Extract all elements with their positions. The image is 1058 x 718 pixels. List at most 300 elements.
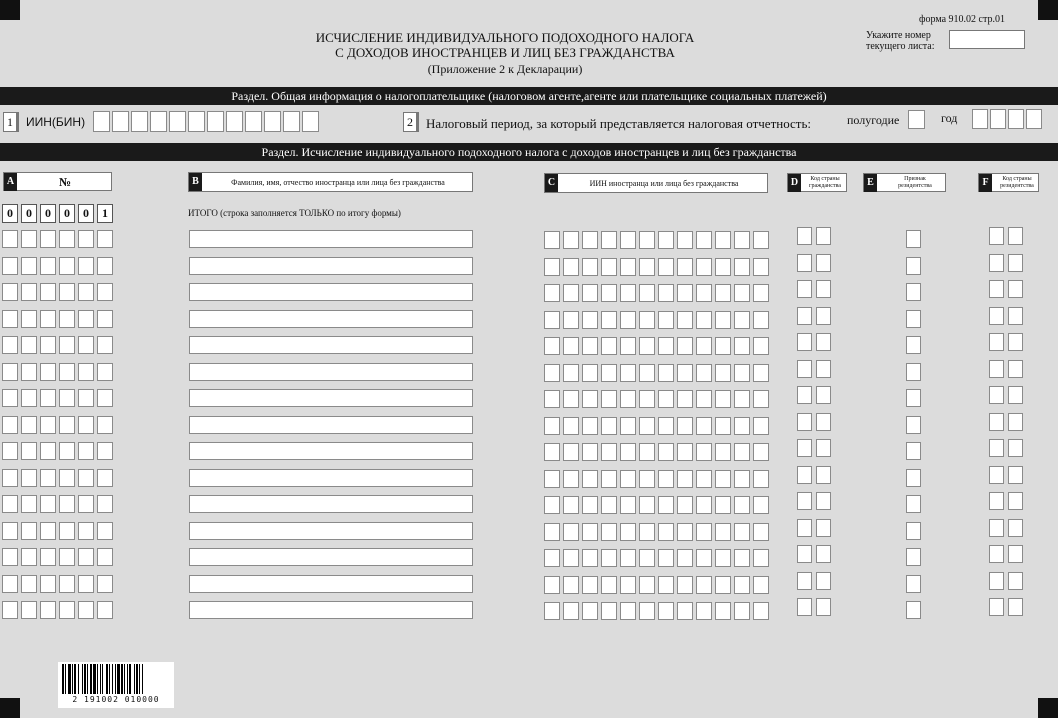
row-number-cell[interactable]: [97, 310, 113, 328]
row-iin-cell[interactable]: [734, 549, 750, 567]
row-citizenship-code-cell[interactable]: [816, 307, 831, 325]
row-iin-cell[interactable]: [734, 523, 750, 541]
row-citizenship-code-cell[interactable]: [816, 545, 831, 563]
row-residency-flag-cell[interactable]: [906, 469, 921, 487]
row-number-cell[interactable]: [21, 495, 37, 513]
row-iin-cell[interactable]: [715, 390, 731, 408]
row-residency-code-cell[interactable]: [989, 413, 1004, 431]
row-iin-cell[interactable]: [677, 549, 693, 567]
row-iin-cell[interactable]: [696, 390, 712, 408]
row-iin-cell[interactable]: [677, 390, 693, 408]
iin-digit-cell[interactable]: [131, 111, 148, 132]
row-iin-cell[interactable]: [563, 284, 579, 302]
row-iin-cell[interactable]: [582, 576, 598, 594]
row-iin-cell[interactable]: [715, 576, 731, 594]
iin-digit-cell[interactable]: [302, 111, 319, 132]
row-name-field[interactable]: [189, 522, 473, 540]
row-citizenship-code-cell[interactable]: [797, 280, 812, 298]
row-iin-cell[interactable]: [753, 337, 769, 355]
row-iin-cell[interactable]: [696, 284, 712, 302]
row-iin-cell[interactable]: [601, 417, 617, 435]
row-residency-flag-cell[interactable]: [906, 442, 921, 460]
row-number-cell[interactable]: [2, 442, 18, 460]
row-iin-cell[interactable]: [544, 337, 560, 355]
row-residency-code-cell[interactable]: [989, 254, 1004, 272]
row-iin-cell[interactable]: [563, 258, 579, 276]
row-name-field[interactable]: [189, 257, 473, 275]
row-name-field[interactable]: [189, 575, 473, 593]
row-number-cell[interactable]: [40, 575, 56, 593]
row-iin-cell[interactable]: [753, 284, 769, 302]
row-iin-cell[interactable]: [601, 602, 617, 620]
row-iin-cell[interactable]: [677, 231, 693, 249]
row-iin-cell[interactable]: [658, 549, 674, 567]
row-number-cell[interactable]: [2, 257, 18, 275]
row-residency-code-cell[interactable]: [1008, 492, 1023, 510]
row-residency-code-cell[interactable]: [989, 360, 1004, 378]
row-number-cell[interactable]: [2, 389, 18, 407]
row-number-cell[interactable]: [97, 363, 113, 381]
row-number-cell[interactable]: [21, 336, 37, 354]
row-residency-code-cell[interactable]: [989, 572, 1004, 590]
row-iin-cell[interactable]: [563, 602, 579, 620]
row-number-cell[interactable]: [59, 522, 75, 540]
row-number-cell[interactable]: [59, 601, 75, 619]
row-number-cell[interactable]: [40, 257, 56, 275]
row-residency-code-cell[interactable]: [989, 227, 1004, 245]
row-number-cell[interactable]: [97, 495, 113, 513]
row-iin-cell[interactable]: [753, 523, 769, 541]
row-residency-code-cell[interactable]: [1008, 307, 1023, 325]
row-residency-flag-cell[interactable]: [906, 601, 921, 619]
row-citizenship-code-cell[interactable]: [816, 280, 831, 298]
row-iin-cell[interactable]: [639, 337, 655, 355]
row-name-field[interactable]: [189, 310, 473, 328]
row-iin-cell[interactable]: [601, 576, 617, 594]
iin-digit-cell[interactable]: [150, 111, 167, 132]
row-iin-cell[interactable]: [582, 417, 598, 435]
row-iin-cell[interactable]: [582, 364, 598, 382]
year-digit-cell[interactable]: [1026, 109, 1042, 129]
row-residency-code-cell[interactable]: [989, 492, 1004, 510]
row-citizenship-code-cell[interactable]: [797, 545, 812, 563]
row-iin-cell[interactable]: [639, 523, 655, 541]
row-number-cell[interactable]: [78, 310, 94, 328]
row-iin-cell[interactable]: [601, 549, 617, 567]
row-iin-cell[interactable]: [620, 549, 636, 567]
row-number-cell[interactable]: [59, 363, 75, 381]
row-iin-cell[interactable]: [582, 337, 598, 355]
row-iin-cell[interactable]: [582, 390, 598, 408]
row-iin-cell[interactable]: [658, 390, 674, 408]
row-iin-cell[interactable]: [582, 231, 598, 249]
row-iin-cell[interactable]: [734, 390, 750, 408]
row-iin-cell[interactable]: [715, 364, 731, 382]
row-number-cell[interactable]: [21, 575, 37, 593]
row-iin-cell[interactable]: [620, 364, 636, 382]
row-iin-cell[interactable]: [544, 523, 560, 541]
row-residency-code-cell[interactable]: [1008, 333, 1023, 351]
row-iin-cell[interactable]: [658, 284, 674, 302]
row-number-cell[interactable]: [40, 442, 56, 460]
year-digit-cell[interactable]: [990, 109, 1006, 129]
row-iin-cell[interactable]: [620, 337, 636, 355]
row-iin-cell[interactable]: [563, 231, 579, 249]
row-name-field[interactable]: [189, 389, 473, 407]
row-citizenship-code-cell[interactable]: [797, 572, 812, 590]
row-number-cell[interactable]: [78, 230, 94, 248]
row-number-cell[interactable]: [78, 575, 94, 593]
row-iin-cell[interactable]: [658, 443, 674, 461]
row-iin-cell[interactable]: [696, 470, 712, 488]
row-residency-code-cell[interactable]: [1008, 439, 1023, 457]
row-number-cell[interactable]: [59, 257, 75, 275]
row-iin-cell[interactable]: [639, 576, 655, 594]
row-name-field[interactable]: [189, 469, 473, 487]
row-number-cell[interactable]: [97, 442, 113, 460]
row-number-cell[interactable]: [97, 575, 113, 593]
row-iin-cell[interactable]: [696, 523, 712, 541]
row-iin-cell[interactable]: [677, 417, 693, 435]
row-iin-cell[interactable]: [563, 390, 579, 408]
row-number-cell[interactable]: [40, 495, 56, 513]
half-year-input[interactable]: [908, 110, 925, 129]
row-iin-cell[interactable]: [620, 390, 636, 408]
row-iin-cell[interactable]: [715, 417, 731, 435]
row-residency-code-cell[interactable]: [989, 466, 1004, 484]
row-number-cell[interactable]: [97, 336, 113, 354]
row-number-cell[interactable]: [40, 416, 56, 434]
row-iin-cell[interactable]: [601, 364, 617, 382]
row-residency-code-cell[interactable]: [989, 519, 1004, 537]
row-citizenship-code-cell[interactable]: [816, 598, 831, 616]
row-number-cell[interactable]: [78, 416, 94, 434]
row-iin-cell[interactable]: [544, 443, 560, 461]
row-residency-flag-cell[interactable]: [906, 230, 921, 248]
row-iin-cell[interactable]: [677, 576, 693, 594]
row-number-cell[interactable]: [2, 469, 18, 487]
row-iin-cell[interactable]: [620, 258, 636, 276]
row-iin-cell[interactable]: [696, 496, 712, 514]
row-iin-cell[interactable]: [620, 443, 636, 461]
row-number-cell[interactable]: [40, 310, 56, 328]
iin-digit-cell[interactable]: [283, 111, 300, 132]
row-number-cell[interactable]: [40, 336, 56, 354]
row-residency-code-cell[interactable]: [1008, 254, 1023, 272]
row-iin-cell[interactable]: [582, 311, 598, 329]
row-number-cell[interactable]: [21, 548, 37, 566]
row-citizenship-code-cell[interactable]: [797, 254, 812, 272]
row-iin-cell[interactable]: [544, 311, 560, 329]
row-iin-cell[interactable]: [544, 470, 560, 488]
row-residency-code-cell[interactable]: [1008, 227, 1023, 245]
row-number-cell[interactable]: [97, 389, 113, 407]
row-iin-cell[interactable]: [734, 470, 750, 488]
row-number-cell[interactable]: [2, 336, 18, 354]
row-iin-cell[interactable]: [658, 364, 674, 382]
row-citizenship-code-cell[interactable]: [797, 466, 812, 484]
row-number-cell[interactable]: [2, 548, 18, 566]
row-residency-code-cell[interactable]: [1008, 466, 1023, 484]
row-iin-cell[interactable]: [658, 470, 674, 488]
row-iin-cell[interactable]: [753, 258, 769, 276]
row-iin-cell[interactable]: [715, 523, 731, 541]
row-iin-cell[interactable]: [658, 311, 674, 329]
row-number-cell[interactable]: [78, 548, 94, 566]
row-residency-flag-cell[interactable]: [906, 548, 921, 566]
row-residency-flag-cell[interactable]: [906, 416, 921, 434]
row-citizenship-code-cell[interactable]: [816, 413, 831, 431]
row-number-cell[interactable]: [78, 257, 94, 275]
row-number-cell[interactable]: [21, 310, 37, 328]
row-iin-cell[interactable]: [601, 390, 617, 408]
row-iin-cell[interactable]: [563, 337, 579, 355]
row-number-cell[interactable]: [2, 283, 18, 301]
row-iin-cell[interactable]: [639, 602, 655, 620]
row-iin-cell[interactable]: [734, 258, 750, 276]
row-iin-cell[interactable]: [563, 311, 579, 329]
row-iin-cell[interactable]: [715, 337, 731, 355]
row-iin-cell[interactable]: [620, 602, 636, 620]
year-digit-cell[interactable]: [1008, 109, 1024, 129]
row-iin-cell[interactable]: [544, 258, 560, 276]
row-residency-flag-cell[interactable]: [906, 363, 921, 381]
row-number-cell[interactable]: [97, 469, 113, 487]
row-iin-cell[interactable]: [696, 231, 712, 249]
row-number-cell[interactable]: [97, 548, 113, 566]
row-iin-cell[interactable]: [677, 496, 693, 514]
row-iin-cell[interactable]: [639, 258, 655, 276]
row-number-cell[interactable]: [59, 230, 75, 248]
row-iin-cell[interactable]: [582, 523, 598, 541]
row-residency-flag-cell[interactable]: [906, 522, 921, 540]
row-citizenship-code-cell[interactable]: [797, 333, 812, 351]
iin-digit-cell[interactable]: [93, 111, 110, 132]
row-iin-cell[interactable]: [544, 496, 560, 514]
row-number-cell[interactable]: [59, 575, 75, 593]
row-iin-cell[interactable]: [544, 602, 560, 620]
row-iin-cell[interactable]: [715, 443, 731, 461]
row-number-cell[interactable]: [97, 230, 113, 248]
row-iin-cell[interactable]: [696, 602, 712, 620]
row-iin-cell[interactable]: [734, 284, 750, 302]
row-iin-cell[interactable]: [563, 576, 579, 594]
row-iin-cell[interactable]: [639, 496, 655, 514]
sheet-number-input[interactable]: [949, 30, 1025, 49]
row-iin-cell[interactable]: [753, 576, 769, 594]
row-residency-code-cell[interactable]: [989, 545, 1004, 563]
row-iin-cell[interactable]: [734, 443, 750, 461]
row-number-cell[interactable]: [21, 416, 37, 434]
row-name-field[interactable]: [189, 283, 473, 301]
row-iin-cell[interactable]: [620, 231, 636, 249]
row-iin-cell[interactable]: [658, 417, 674, 435]
row-citizenship-code-cell[interactable]: [816, 254, 831, 272]
row-iin-cell[interactable]: [696, 417, 712, 435]
row-citizenship-code-cell[interactable]: [797, 598, 812, 616]
row-number-cell[interactable]: [78, 469, 94, 487]
row-iin-cell[interactable]: [582, 549, 598, 567]
row-residency-code-cell[interactable]: [1008, 545, 1023, 563]
row-iin-cell[interactable]: [734, 311, 750, 329]
row-number-cell[interactable]: [21, 283, 37, 301]
iin-digit-cell[interactable]: [226, 111, 243, 132]
row-iin-cell[interactable]: [601, 284, 617, 302]
row-residency-flag-cell[interactable]: [906, 495, 921, 513]
row-iin-cell[interactable]: [677, 364, 693, 382]
row-number-cell[interactable]: [40, 283, 56, 301]
row-iin-cell[interactable]: [677, 337, 693, 355]
row-iin-cell[interactable]: [715, 470, 731, 488]
row-number-cell[interactable]: [59, 548, 75, 566]
row-number-cell[interactable]: [21, 469, 37, 487]
row-iin-cell[interactable]: [639, 311, 655, 329]
row-number-cell[interactable]: [97, 522, 113, 540]
row-residency-code-cell[interactable]: [1008, 519, 1023, 537]
row-iin-cell[interactable]: [639, 470, 655, 488]
row-iin-cell[interactable]: [753, 311, 769, 329]
row-name-field[interactable]: [189, 548, 473, 566]
row-iin-cell[interactable]: [677, 523, 693, 541]
row-number-cell[interactable]: [40, 522, 56, 540]
row-number-cell[interactable]: [78, 522, 94, 540]
row-number-cell[interactable]: [21, 363, 37, 381]
row-citizenship-code-cell[interactable]: [816, 466, 831, 484]
row-iin-cell[interactable]: [753, 470, 769, 488]
row-iin-cell[interactable]: [734, 364, 750, 382]
row-citizenship-code-cell[interactable]: [816, 492, 831, 510]
row-residency-code-cell[interactable]: [989, 280, 1004, 298]
row-number-cell[interactable]: [40, 363, 56, 381]
row-citizenship-code-cell[interactable]: [797, 492, 812, 510]
row-number-cell[interactable]: [78, 601, 94, 619]
row-iin-cell[interactable]: [582, 443, 598, 461]
row-iin-cell[interactable]: [620, 470, 636, 488]
row-iin-cell[interactable]: [734, 417, 750, 435]
row-number-cell[interactable]: [59, 495, 75, 513]
row-number-cell[interactable]: [2, 310, 18, 328]
row-iin-cell[interactable]: [639, 231, 655, 249]
row-citizenship-code-cell[interactable]: [816, 386, 831, 404]
row-residency-code-cell[interactable]: [989, 386, 1004, 404]
row-number-cell[interactable]: [97, 257, 113, 275]
row-iin-cell[interactable]: [563, 496, 579, 514]
row-citizenship-code-cell[interactable]: [816, 519, 831, 537]
row-iin-cell[interactable]: [601, 523, 617, 541]
row-iin-cell[interactable]: [696, 258, 712, 276]
row-citizenship-code-cell[interactable]: [816, 572, 831, 590]
row-number-cell[interactable]: [59, 442, 75, 460]
row-number-cell[interactable]: [40, 389, 56, 407]
row-number-cell[interactable]: [40, 230, 56, 248]
row-iin-cell[interactable]: [696, 364, 712, 382]
row-iin-cell[interactable]: [544, 549, 560, 567]
iin-digit-cell[interactable]: [112, 111, 129, 132]
row-citizenship-code-cell[interactable]: [797, 360, 812, 378]
iin-digit-cell[interactable]: [245, 111, 262, 132]
row-name-field[interactable]: [189, 442, 473, 460]
row-number-cell[interactable]: [78, 283, 94, 301]
row-iin-cell[interactable]: [620, 284, 636, 302]
row-iin-cell[interactable]: [582, 470, 598, 488]
row-residency-code-cell[interactable]: [1008, 386, 1023, 404]
row-number-cell[interactable]: [59, 469, 75, 487]
row-number-cell[interactable]: [2, 416, 18, 434]
row-iin-cell[interactable]: [620, 311, 636, 329]
row-iin-cell[interactable]: [563, 364, 579, 382]
row-iin-cell[interactable]: [639, 549, 655, 567]
row-number-cell[interactable]: [21, 601, 37, 619]
row-iin-cell[interactable]: [734, 602, 750, 620]
row-number-cell[interactable]: [2, 601, 18, 619]
row-iin-cell[interactable]: [658, 523, 674, 541]
row-number-cell[interactable]: [21, 522, 37, 540]
row-iin-cell[interactable]: [639, 284, 655, 302]
row-iin-cell[interactable]: [620, 523, 636, 541]
row-citizenship-code-cell[interactable]: [797, 413, 812, 431]
row-number-cell[interactable]: [59, 416, 75, 434]
iin-digit-cell[interactable]: [207, 111, 224, 132]
row-iin-cell[interactable]: [601, 311, 617, 329]
row-iin-cell[interactable]: [601, 337, 617, 355]
row-number-cell[interactable]: [59, 310, 75, 328]
row-number-cell[interactable]: [40, 469, 56, 487]
row-iin-cell[interactable]: [601, 258, 617, 276]
row-iin-cell[interactable]: [544, 284, 560, 302]
row-iin-cell[interactable]: [544, 390, 560, 408]
row-iin-cell[interactable]: [582, 284, 598, 302]
row-iin-cell[interactable]: [544, 364, 560, 382]
row-iin-cell[interactable]: [563, 417, 579, 435]
row-iin-cell[interactable]: [696, 311, 712, 329]
row-iin-cell[interactable]: [658, 231, 674, 249]
row-number-cell[interactable]: [21, 442, 37, 460]
row-number-cell[interactable]: [2, 363, 18, 381]
row-iin-cell[interactable]: [658, 258, 674, 276]
row-citizenship-code-cell[interactable]: [816, 360, 831, 378]
row-iin-cell[interactable]: [563, 443, 579, 461]
row-residency-code-cell[interactable]: [1008, 280, 1023, 298]
row-residency-flag-cell[interactable]: [906, 336, 921, 354]
row-iin-cell[interactable]: [582, 602, 598, 620]
row-iin-cell[interactable]: [753, 364, 769, 382]
row-iin-cell[interactable]: [639, 443, 655, 461]
row-number-cell[interactable]: [21, 389, 37, 407]
row-number-cell[interactable]: [21, 230, 37, 248]
row-number-cell[interactable]: [78, 442, 94, 460]
row-number-cell[interactable]: [2, 522, 18, 540]
row-citizenship-code-cell[interactable]: [797, 519, 812, 537]
iin-digit-cell[interactable]: [169, 111, 186, 132]
row-iin-cell[interactable]: [658, 576, 674, 594]
row-citizenship-code-cell[interactable]: [797, 307, 812, 325]
row-number-cell[interactable]: [78, 495, 94, 513]
row-residency-flag-cell[interactable]: [906, 389, 921, 407]
row-iin-cell[interactable]: [563, 523, 579, 541]
row-residency-code-cell[interactable]: [989, 307, 1004, 325]
row-iin-cell[interactable]: [734, 337, 750, 355]
row-iin-cell[interactable]: [677, 311, 693, 329]
year-digit-cell[interactable]: [972, 109, 988, 129]
row-iin-cell[interactable]: [620, 576, 636, 594]
row-iin-cell[interactable]: [696, 549, 712, 567]
row-name-field[interactable]: [189, 601, 473, 619]
row-iin-cell[interactable]: [544, 576, 560, 594]
row-iin-cell[interactable]: [677, 258, 693, 276]
row-citizenship-code-cell[interactable]: [797, 386, 812, 404]
row-iin-cell[interactable]: [639, 364, 655, 382]
row-name-field[interactable]: [189, 363, 473, 381]
